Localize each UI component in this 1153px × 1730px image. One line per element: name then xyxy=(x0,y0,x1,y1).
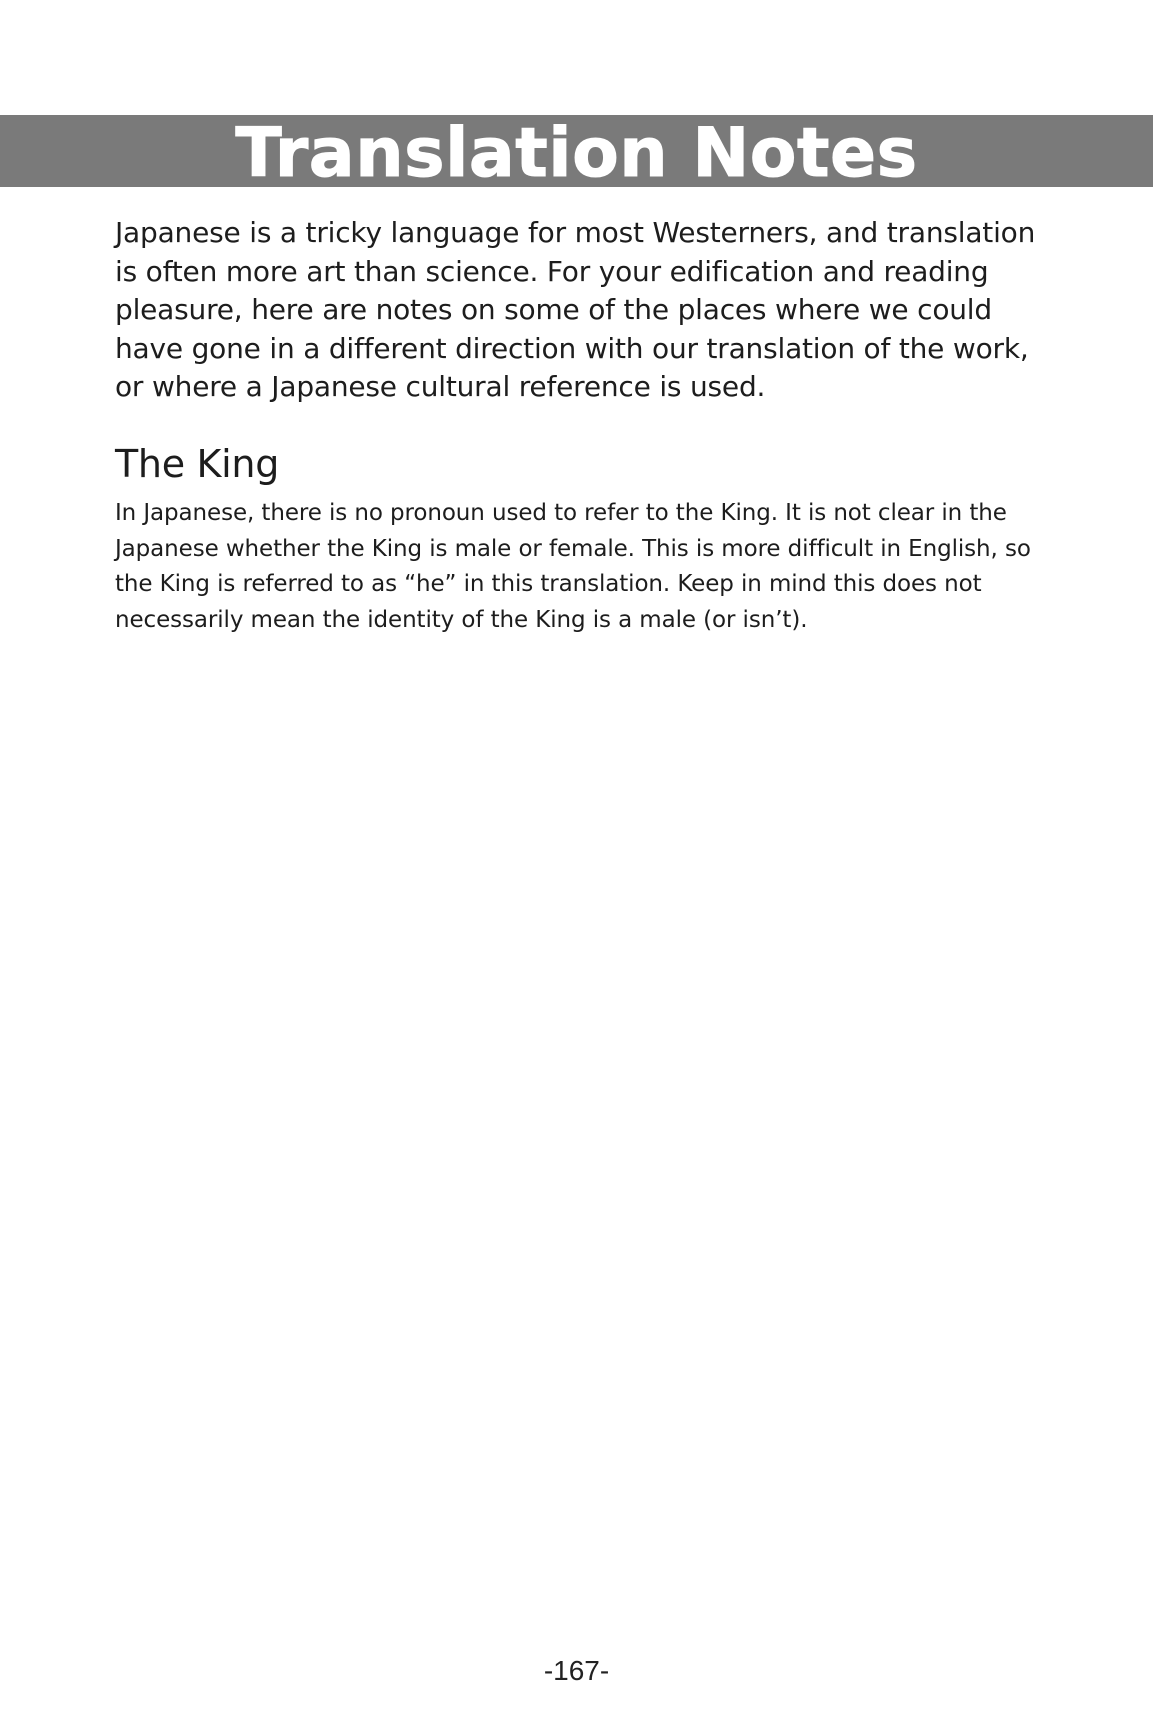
section-body-the-king: In Japanese, there is no pronoun used to refer to the King. It is not clear in the Japanese whether the King is male or female. This is more difficult in English, so the King is referred to as “he” in this translation. Keep in mind this does not necessarily mean the identity of the King is a male (or isn’t). xyxy=(115,500,1031,633)
title-banner xyxy=(0,114,1153,193)
page-number: -167- xyxy=(543,1655,610,1686)
intro-paragraph: Japanese is a tricky language for most Westerners, and translation is often more art than science. For your edification and reading pleasure, here are notes on some of the places where we could have gone in a different direction with our translation of the work, or where a Japanese cultural reference is used. xyxy=(115,216,1036,403)
section-heading-the-king: The King xyxy=(115,442,280,486)
page-title: Translation Notes xyxy=(235,114,918,193)
